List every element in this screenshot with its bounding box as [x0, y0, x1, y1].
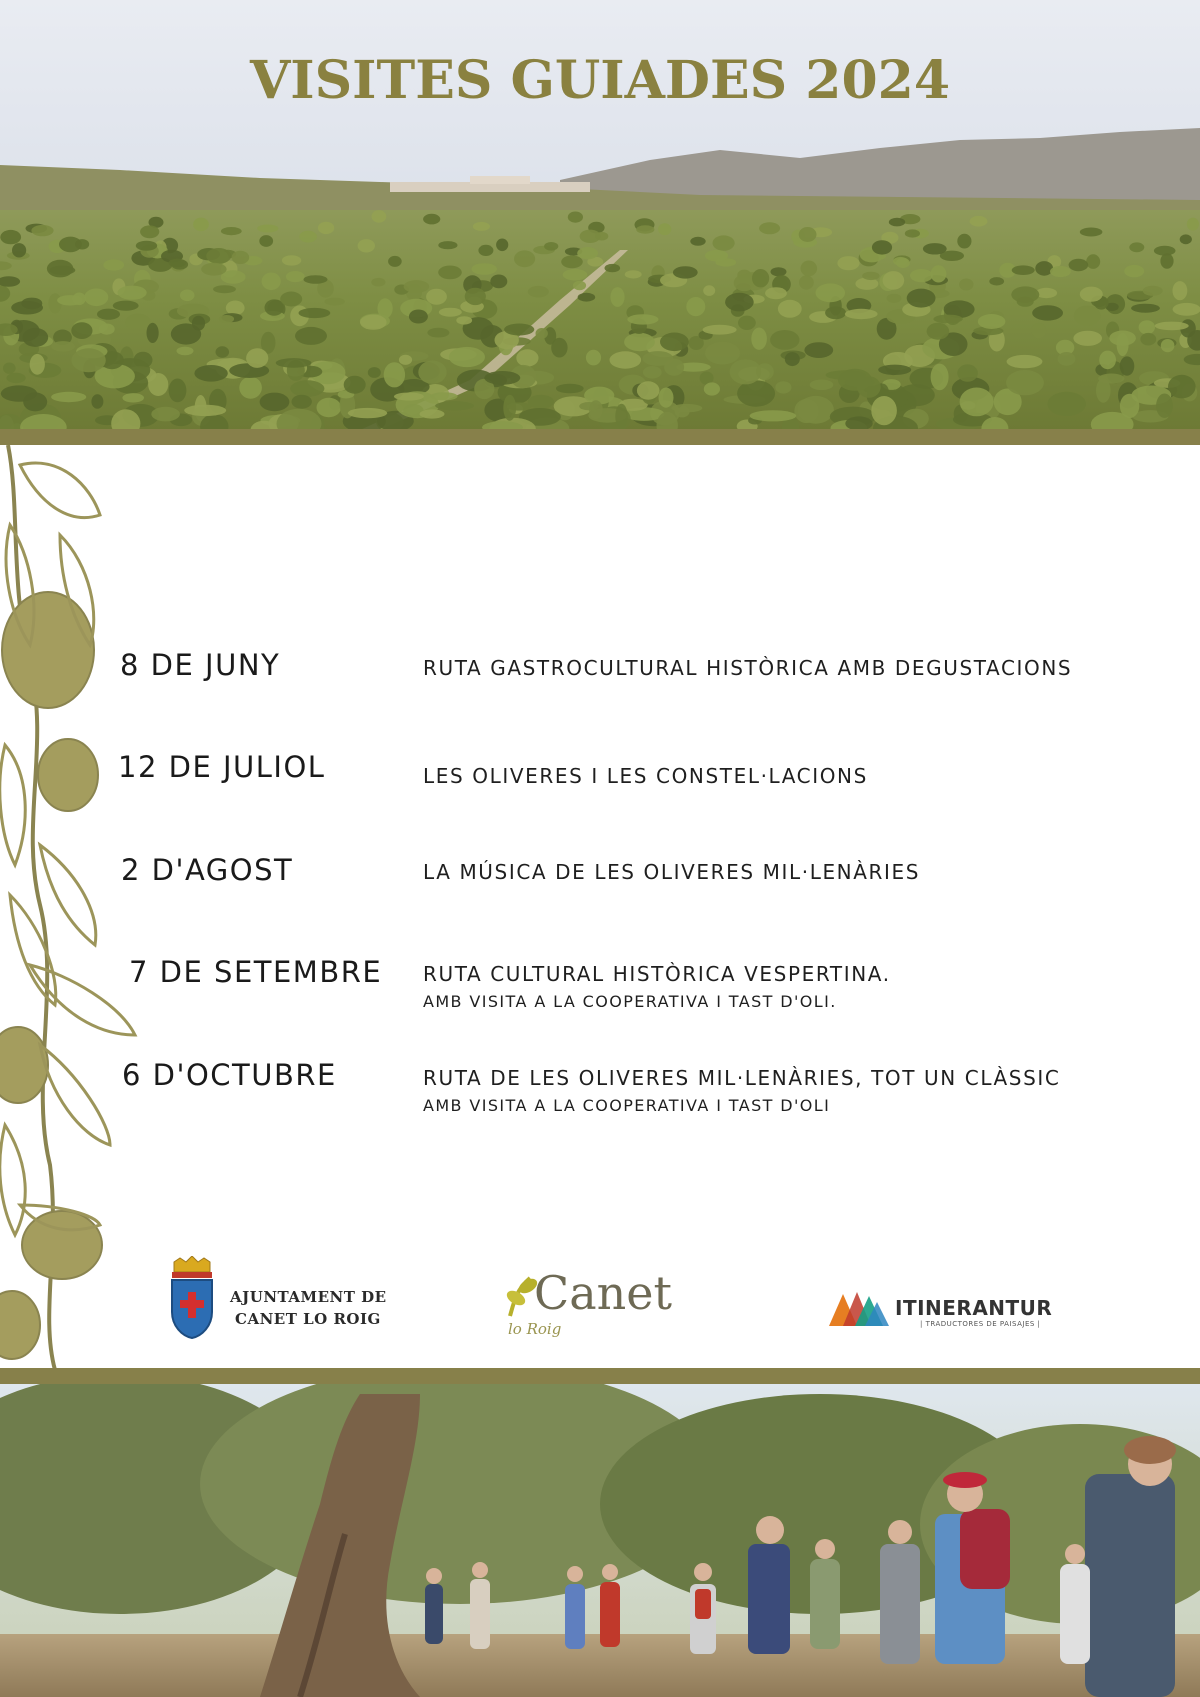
schedule-date: 2 D'AGOST — [121, 853, 294, 887]
olive-tree-shape — [113, 301, 139, 311]
ajuntament-line1: AJUNTAMENT DE — [230, 1288, 387, 1306]
olive-tree-shape — [50, 266, 76, 275]
olive-tree-shape — [420, 409, 445, 418]
olive-tree-shape — [226, 301, 245, 316]
olive-tree-shape — [219, 315, 234, 323]
olive-tree-shape — [265, 299, 284, 315]
olive-tree-shape — [627, 314, 658, 324]
schedule-event: RUTA DE LES OLIVERES MIL·LENÀRIES, TOT UN CLÀSSIC — [423, 1066, 1061, 1090]
olive-tree-shape — [51, 341, 75, 352]
olive-tree-shape — [664, 359, 684, 376]
olive-tree-shape — [465, 288, 486, 305]
olive-tree-shape — [1035, 261, 1053, 276]
olive-tree-shape — [0, 285, 10, 302]
olive-tree-shape — [1143, 286, 1163, 296]
olive-tree-shape — [970, 216, 988, 227]
coat-of-arms-icon — [168, 1256, 216, 1345]
olive-tree-shape — [140, 225, 159, 238]
olive-tree-shape — [1109, 331, 1136, 346]
olive-tree-shape — [959, 279, 973, 291]
olive-tree-shape — [325, 298, 345, 306]
olive-tree-shape — [624, 333, 655, 351]
schedule-event: RUTA CULTURAL HISTÒRICA VESPERTINA. — [423, 962, 891, 986]
olive-tree-shape — [578, 293, 596, 302]
schedule-date: 12 DE JULIOL — [118, 750, 326, 784]
olive-tree-shape — [673, 266, 698, 278]
olive-tree-shape — [703, 285, 715, 296]
olive-tree-shape — [957, 234, 971, 249]
olive-tree-shape — [989, 277, 1004, 285]
olive-tree-shape — [845, 416, 872, 430]
schedule-date: 6 D'OCTUBRE — [122, 1058, 337, 1092]
olive-tree-shape — [388, 256, 402, 267]
olive-tree-shape — [232, 251, 250, 264]
olive-tree-shape — [71, 348, 105, 372]
olive-tree-shape — [292, 395, 312, 409]
olive-tree-shape — [871, 396, 897, 425]
olive-tree-shape — [883, 271, 905, 290]
olive-tree-shape — [568, 212, 583, 223]
olive-tree-shape — [259, 235, 273, 247]
olive-tree-shape — [725, 293, 754, 312]
olive-tree-shape — [51, 392, 86, 402]
olive-tree-shape — [438, 266, 462, 280]
olive-tree-shape — [889, 218, 905, 227]
olive-tree-shape — [577, 247, 598, 259]
olive-tree-shape — [295, 327, 327, 345]
olive-tree-shape — [484, 371, 520, 385]
schedule-event: RUTA GASTROCULTURAL HISTÒRICA AMB DEGUSTACIONS — [423, 656, 1073, 680]
olive-tree-shape — [1069, 259, 1089, 271]
olive-tree-shape — [799, 275, 814, 289]
olive-tree-shape — [544, 242, 558, 251]
ajuntament-logo-text — [230, 1286, 387, 1330]
olive-tree-shape — [57, 295, 83, 305]
page-title: VISITES GUIADES 2024 — [249, 50, 951, 111]
olive-tree-shape — [136, 241, 157, 251]
olive-tree-shape — [759, 222, 780, 234]
olive-tree-shape — [1074, 306, 1101, 326]
olive-tree-shape — [118, 286, 147, 300]
olive-tree-shape — [579, 402, 599, 410]
olive-tree-shape — [147, 323, 159, 343]
olive-tree-shape — [750, 410, 797, 421]
schedule-event-detail: AMB VISITA A LA COOPERATIVA I TAST D'OLI. — [423, 992, 837, 1011]
olive-tree-shape — [12, 243, 26, 257]
olive-tree-shape — [910, 269, 933, 282]
olive-tree-shape — [561, 255, 583, 268]
olive-tree-shape — [282, 255, 301, 265]
olive-tree-shape — [84, 289, 108, 307]
olive-tree-shape — [472, 263, 497, 275]
olive-tree-shape — [770, 330, 799, 350]
olive-tree-shape — [260, 393, 290, 412]
olive-tree-shape — [595, 232, 608, 241]
olive-tree-shape — [756, 363, 774, 380]
olive-tree-shape — [826, 370, 866, 380]
olive-tree-shape — [262, 273, 281, 291]
canet-logo-sub: lo Roig — [508, 1320, 562, 1338]
olive-tree-shape — [705, 342, 740, 365]
olive-tree-shape — [1140, 333, 1156, 346]
olive-tree-shape — [798, 396, 834, 424]
olive-tree-shape — [348, 408, 387, 418]
olive-tree-shape — [23, 392, 47, 411]
olive-tree-shape — [304, 275, 328, 284]
olive-tree-shape — [1173, 281, 1188, 300]
olive-tree-shape — [360, 315, 387, 330]
olive-tree-shape — [1155, 322, 1189, 331]
olive-tree-shape — [556, 384, 584, 394]
olive-tree-shape — [738, 316, 756, 330]
olive-tree-shape — [317, 398, 342, 417]
olive-tree-shape — [1187, 218, 1199, 231]
olive-tree-shape — [193, 218, 209, 232]
olive-tree-shape — [1047, 392, 1086, 416]
olive-tree-shape — [276, 358, 312, 368]
olive-tree-shape — [126, 314, 151, 331]
olive-tree-shape — [122, 393, 144, 402]
olive-tree-shape — [394, 393, 424, 401]
olive-tree-shape — [933, 315, 962, 324]
olive-tree-shape — [473, 222, 490, 231]
olive-branch-illustration — [0, 445, 140, 1370]
olive-tree-shape — [825, 306, 846, 319]
olive-tree-shape — [239, 377, 262, 399]
olive-tree-shape — [887, 294, 902, 303]
olive-tree-shape — [169, 379, 187, 403]
olive-tree-shape — [1154, 246, 1176, 256]
olive-tree-shape — [1096, 379, 1111, 403]
olive-tree-shape — [752, 269, 769, 287]
olive-tree-shape — [151, 407, 180, 422]
olive-tree-shape — [344, 376, 366, 394]
olive-tree-shape — [372, 210, 387, 223]
olive-tree-shape — [299, 231, 317, 243]
olive-tree-shape — [206, 248, 231, 264]
olive-tree-shape — [637, 381, 660, 399]
olive-tree-shape — [216, 346, 230, 357]
olive-tree-shape — [960, 388, 994, 417]
olive-tree-shape — [734, 275, 755, 292]
olive-tree-shape — [21, 298, 42, 310]
olive-tree-shape — [71, 322, 92, 339]
olive-tree-shape — [0, 414, 23, 430]
olive-tree-shape — [1086, 254, 1100, 269]
olive-tree-shape — [586, 350, 601, 366]
olive-tree-shape — [713, 235, 735, 250]
olive-tree-shape — [504, 324, 534, 336]
olive-tree-shape — [771, 267, 787, 276]
olive-tree-shape — [536, 328, 548, 339]
olive-tree-shape — [103, 259, 124, 270]
olive-tree-shape — [384, 362, 405, 387]
olive-tree-shape — [1161, 339, 1175, 352]
olive-tree-shape — [573, 281, 586, 290]
olive-tree-shape — [1156, 394, 1173, 418]
olive-tree-shape — [213, 285, 236, 293]
olive-tree-shape — [1073, 331, 1102, 346]
olive-tree-shape — [1131, 304, 1160, 313]
olive-tree-shape — [290, 380, 324, 397]
olive-tree-shape — [280, 292, 302, 307]
olive-tree-shape — [478, 245, 493, 256]
olive-tree-shape — [907, 289, 936, 308]
olive-tree-shape — [177, 347, 194, 356]
mountain-peaks-logo-icon — [829, 1290, 889, 1331]
olive-tree-shape — [496, 239, 508, 252]
olive-tree-shape — [878, 365, 911, 375]
olive-tree-shape — [59, 237, 82, 253]
olive-tree-shape — [563, 269, 588, 281]
olive-tree-shape — [605, 264, 621, 272]
olive-tree-shape — [636, 225, 654, 233]
olive-tree-shape — [810, 380, 834, 391]
schedule-date: 8 DE JUNY — [120, 648, 281, 682]
olive-tree-shape — [169, 259, 187, 268]
olive-tree-shape — [778, 300, 802, 318]
footer-hikers-photo — [0, 1384, 1200, 1697]
olive-tree-shape — [528, 286, 549, 298]
olive-tree-shape — [0, 230, 21, 244]
schedule-event: LES OLIVERES I LES CONSTEL·LACIONS — [423, 764, 868, 788]
olive-tree-shape — [615, 404, 627, 430]
olive-tree-shape — [201, 263, 226, 276]
itinerantur-logo-word: ITINERANTUR — [895, 1296, 1053, 1320]
olive-tree-shape — [1080, 287, 1103, 302]
olive-tree-shape — [690, 237, 705, 246]
olive-tree-shape — [99, 324, 115, 335]
olive-tree-shape — [180, 290, 195, 302]
olive-tree-shape — [528, 395, 554, 409]
olive-tree-shape — [1120, 356, 1135, 375]
olive-tree-shape — [765, 287, 787, 299]
olive-tree-shape — [1099, 351, 1116, 370]
olive-tree-shape — [97, 309, 120, 320]
olive-tree-shape — [184, 405, 226, 416]
olive-tree-shape — [91, 394, 103, 409]
olive-tree-shape — [643, 366, 662, 379]
olive-tree-shape — [318, 222, 334, 234]
olive-tree-shape — [286, 271, 305, 282]
ajuntament-line2: CANET LO ROIG — [235, 1310, 381, 1328]
olive-tree-shape — [837, 256, 859, 270]
olive-tree-shape — [660, 333, 689, 352]
olive-tree-shape — [456, 316, 472, 324]
olive-tree-shape — [277, 409, 322, 430]
olive-tree-shape — [490, 275, 507, 289]
olive-tree-shape — [1173, 303, 1200, 316]
olive-tree-shape — [1017, 297, 1034, 307]
olive-tree-shape — [1168, 375, 1196, 399]
olive-tree-shape — [514, 250, 535, 267]
olive-tree-shape — [816, 283, 846, 302]
olive-tree-shape — [1007, 355, 1043, 368]
olive-tree-shape — [1050, 266, 1071, 277]
olive-tree-shape — [358, 239, 375, 252]
schedule-event: LA MÚSICA DE LES OLIVERES MIL·LENÀRIES — [423, 860, 921, 884]
olive-tree-shape — [1184, 354, 1200, 365]
olive-tree-shape — [610, 351, 642, 368]
olive-tree-shape — [423, 214, 440, 225]
olive-tree-shape — [1006, 370, 1044, 395]
olive-tree-shape — [7, 373, 26, 383]
olive-tree-shape — [923, 243, 947, 254]
olive-tree-shape — [905, 229, 920, 237]
schedule-event-detail: AMB VISITA A LA COOPERATIVA I TAST D'OLI — [423, 1096, 831, 1115]
itinerantur-logo-sub: | TRADUCTORES DE PAISAJES | — [920, 1320, 1041, 1328]
olive-tree-shape — [1012, 265, 1035, 275]
olive-tree-shape — [804, 342, 833, 358]
olive-tree-shape — [845, 309, 878, 319]
olive-tree-shape — [737, 380, 775, 406]
olive-tree-shape — [31, 225, 53, 236]
olive-tree-shape — [659, 388, 674, 408]
olive-tree-shape — [371, 278, 385, 287]
olive-tree-shape — [610, 287, 624, 307]
olive-tree-shape — [1120, 394, 1139, 418]
olive-tree-shape — [439, 308, 462, 317]
canet-logo-word: Canet — [534, 1266, 672, 1320]
olive-tree-shape — [751, 328, 767, 350]
olive-tree-shape — [171, 323, 201, 344]
olive-tree-shape — [516, 349, 538, 366]
olive-tree-shape — [449, 347, 485, 367]
olive-tree-shape — [0, 261, 12, 270]
olive-tree-shape — [194, 365, 227, 382]
olive-tree-shape — [368, 367, 381, 378]
olive-tree-shape — [686, 297, 705, 316]
olive-tree-shape — [404, 280, 430, 293]
olive-tree-shape — [775, 381, 791, 393]
olive-tree-shape — [927, 323, 950, 340]
olive-tree-shape — [426, 289, 447, 305]
olive-tree-shape — [671, 404, 702, 412]
olive-tree-shape — [430, 392, 457, 400]
olive-tree-shape — [931, 364, 949, 391]
olive-tree-shape — [931, 265, 947, 282]
olive-tree-shape — [1032, 323, 1047, 338]
olive-tree-shape — [978, 314, 1006, 329]
olive-tree-shape — [799, 227, 817, 242]
olive-tree-shape — [658, 223, 671, 235]
olive-tree-shape — [3, 363, 16, 374]
olive-tree-shape — [872, 240, 892, 254]
olive-tree-shape — [704, 382, 720, 395]
olive-tree-shape — [1180, 234, 1192, 244]
olive-tree-shape — [399, 355, 412, 365]
olive-tree-shape — [418, 361, 446, 384]
olive-tree-shape — [438, 241, 457, 249]
schedule-date: 7 DE SETEMBRE — [129, 955, 383, 989]
olive-tree-shape — [1139, 320, 1155, 334]
olive-tree-shape — [299, 308, 331, 318]
olive-tree-shape — [862, 272, 879, 280]
olive-tree-shape — [703, 325, 737, 335]
olive-tree-shape — [957, 364, 978, 381]
olive-tree-shape — [551, 338, 567, 358]
olive-tree-shape — [427, 328, 449, 338]
olive-tree-shape — [1124, 265, 1144, 277]
olive-tree-shape — [1080, 228, 1103, 237]
divider-band-bottom — [0, 1368, 1200, 1384]
olive-tree-shape — [257, 225, 278, 233]
olive-tree-shape — [1032, 305, 1063, 320]
olive-tree-shape — [893, 257, 908, 266]
olive-tree-shape — [1160, 253, 1173, 269]
olive-tree-shape — [246, 348, 268, 368]
olive-tree-shape — [507, 402, 532, 410]
olive-tree-shape — [1058, 352, 1076, 366]
olive-tree-shape — [705, 250, 728, 262]
olive-tree-shape — [625, 270, 642, 278]
divider-band-top — [0, 429, 1200, 445]
olive-tree-shape — [801, 261, 818, 277]
olive-tree-shape — [30, 354, 45, 375]
olive-tree-shape — [1129, 242, 1144, 252]
olive-tree-shape — [221, 227, 242, 235]
olive-tree-shape — [409, 310, 428, 324]
olive-tree-shape — [435, 401, 474, 410]
olive-tree-shape — [785, 352, 800, 366]
olive-tree-shape — [0, 276, 20, 287]
